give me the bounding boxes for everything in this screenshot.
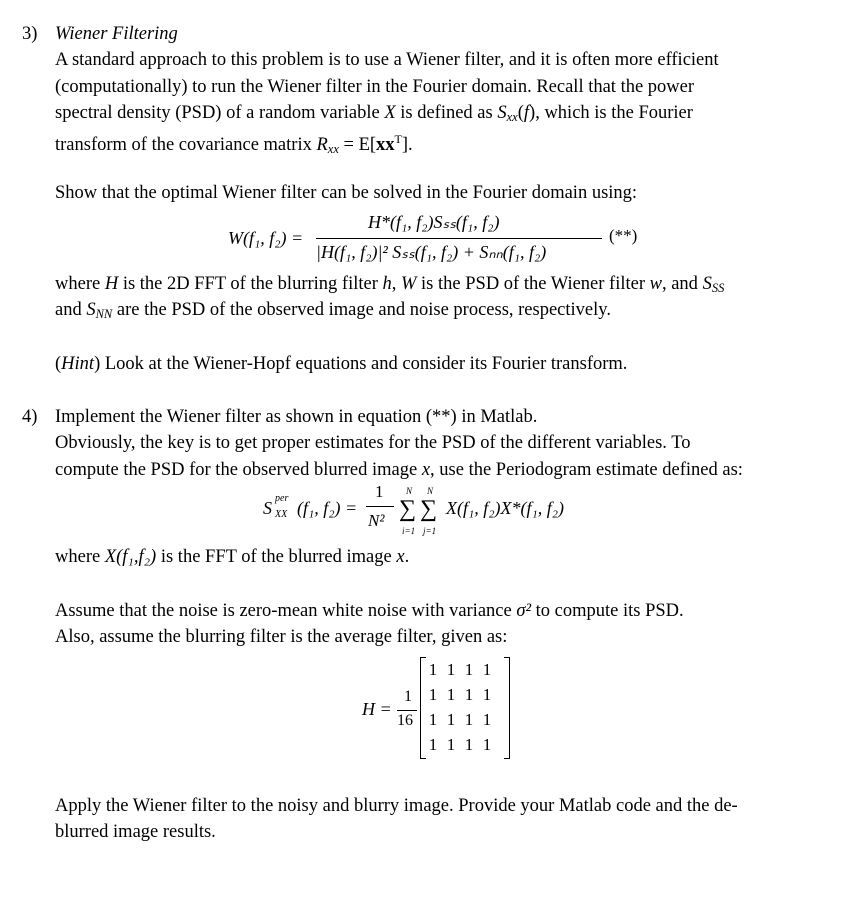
wiener-eq-numerator: H*(f₁, f₂)Sₛₛ(f₁, f₂) <box>368 212 500 232</box>
text-span: compute the PSD for the observed blurred image <box>55 460 422 480</box>
matrix-row <box>424 682 496 707</box>
var-w: w <box>649 274 662 294</box>
section3-title: Wiener Filtering <box>55 24 178 44</box>
apply-line1: Apply the Wiener filter to the noisy and blurry image. Provide your Matlab code and the de- <box>55 796 738 816</box>
section3-number: 3) <box>22 24 38 44</box>
matrix-cell: 1 <box>482 710 492 729</box>
matrix-cell: 1 <box>482 660 492 679</box>
sum-symbol-i: ∑ <box>399 496 417 522</box>
text-span: , use the Periodogram estimate defined as: <box>430 460 743 480</box>
var-H: H <box>104 274 119 294</box>
matrix-cell: 1 <box>464 685 474 704</box>
var-X: X <box>384 103 396 123</box>
periodogram-fraction-bar <box>366 506 394 507</box>
sigma-squared: σ² <box>516 601 532 621</box>
section3-para-line4 <box>55 126 413 162</box>
var-x: x <box>396 547 405 567</box>
matrix-cell: 1 <box>482 685 492 704</box>
superscript: T <box>394 132 402 146</box>
periodogram-N2: N² <box>368 511 385 530</box>
matrix-cell: 1 <box>464 710 474 729</box>
hint-line <box>55 351 627 377</box>
var-f: f <box>523 103 530 123</box>
var-X-f1-f2: X(f₁,f₂) <box>104 547 157 567</box>
subscript: NN <box>95 307 113 321</box>
text-span: transform of the covariance matrix <box>55 135 317 155</box>
text-span: ]. <box>401 135 413 155</box>
matrix-row <box>424 657 496 682</box>
text-span: ( <box>55 354 62 374</box>
periodogram-body: X(f₁, f₂)X*(f₁, f₂) <box>446 498 565 518</box>
matrix-cell: 1 <box>464 735 474 754</box>
matrix-cell: 1 <box>464 660 474 679</box>
sum-bottom-i: i=1 <box>402 526 416 536</box>
subscript: xx <box>506 110 518 124</box>
wiener-eq-lhs: W(f₁, f₂) = <box>228 228 304 248</box>
var-W: W <box>401 274 417 294</box>
show-that-line: Show that the optimal Wiener filter can be solved in the Fourier domain using: <box>55 183 638 203</box>
sum-top-j: N <box>427 486 434 496</box>
section4-line3 <box>55 457 743 483</box>
matrix-cell: 1 <box>446 710 456 729</box>
where-line2 <box>55 297 611 327</box>
wiener-eq-fraction-bar <box>316 238 602 239</box>
matrix-cell: 1 <box>482 735 492 754</box>
periodogram-sub: XX <box>275 509 288 520</box>
var-S: S <box>702 274 712 294</box>
matrix-row <box>424 707 496 732</box>
section4-line1: Implement the Wiener filter as shown in equation (**) in Matlab. <box>55 407 538 427</box>
bold-xx: xx <box>376 135 395 155</box>
text-span: ) Look at the Wiener-Hopf equations and consider its Fourier transform. <box>94 354 628 374</box>
h-matrix-lhs: H = <box>362 699 392 719</box>
text-span: is defined as <box>395 103 498 123</box>
matrix-cell: 1 <box>446 735 456 754</box>
text-span: and <box>55 300 87 320</box>
h-matrix-table <box>424 657 496 757</box>
text-span: , and <box>661 274 703 294</box>
var-x: x <box>421 460 431 480</box>
matrix-cell: 1 <box>428 685 438 704</box>
sum-symbol-j: ∑ <box>420 496 438 522</box>
text-span: . <box>404 547 410 567</box>
var-S: S <box>497 103 507 123</box>
section4-line2: Obviously, the key is to get proper estimates for the PSD of the different variables. To <box>55 433 691 453</box>
h-matrix-sixteen: 16 <box>397 712 413 729</box>
matrix-cell: 1 <box>428 660 438 679</box>
text-span: is the 2D FFT of the blurring filter <box>118 274 383 294</box>
where-fft-line <box>55 544 409 570</box>
wiener-eq-denominator: |H(f₁, f₂)|² Sₛₛ(f₁, f₂) + Sₙₙ(f₁, f₂) <box>316 242 547 262</box>
var-h: h <box>382 274 392 294</box>
text-span: where <box>55 547 105 567</box>
text-span: is the PSD of the Wiener filter <box>416 274 650 294</box>
text-span: = E[ <box>338 135 377 155</box>
sum-top-i: N <box>406 486 413 496</box>
text-span: where <box>55 274 105 294</box>
matrix-cell: 1 <box>428 710 438 729</box>
section3-para-line1: A standard approach to this problem is to use a Wiener filter, and it is often more efficient <box>55 50 719 70</box>
text-span: are the PSD of the observed image and noise process, respectively. <box>112 300 611 320</box>
text-span: , <box>391 274 401 294</box>
periodogram-S: S <box>263 498 272 518</box>
matrix-row <box>424 732 496 757</box>
text-span: is the FFT of the blurred image <box>156 547 397 567</box>
sum-bottom-j: j=1 <box>423 526 437 536</box>
matrix-cell: 1 <box>428 735 438 754</box>
text-span: Assume that the noise is zero-mean white noise with variance <box>55 601 517 621</box>
matrix-right-bracket <box>504 657 510 759</box>
var-R: R <box>316 135 328 155</box>
h-matrix-one: 1 <box>404 688 412 705</box>
assume-noise-line <box>55 598 684 624</box>
h-matrix <box>424 657 496 757</box>
periodogram-args: (f₁, f₂) = <box>297 498 358 518</box>
matrix-cell: 1 <box>446 685 456 704</box>
section4-number: 4) <box>22 407 38 427</box>
subscript: xx <box>327 142 339 156</box>
text-span: spectral density (PSD) of a random variable <box>55 103 385 123</box>
periodogram-sup: per <box>275 493 289 504</box>
hint-word: Hint <box>61 354 95 374</box>
matrix-cell: 1 <box>446 660 456 679</box>
var-S: S <box>86 300 96 320</box>
section3-para-line2: (computationally) to run the Wiener filter in the Fourier domain. Recall that the power <box>55 77 695 97</box>
text-span: to compute its PSD. <box>531 601 684 621</box>
text-span: ), which is the Fourier <box>529 103 693 123</box>
text-span: ( <box>517 103 524 123</box>
equation-tag: (**) <box>609 226 638 245</box>
subscript: SS <box>711 281 725 295</box>
apply-line2: blurred image results. <box>55 822 216 842</box>
periodogram-one: 1 <box>375 482 384 501</box>
assume-filter-line: Also, assume the blurring filter is the average filter, given as: <box>55 627 508 647</box>
